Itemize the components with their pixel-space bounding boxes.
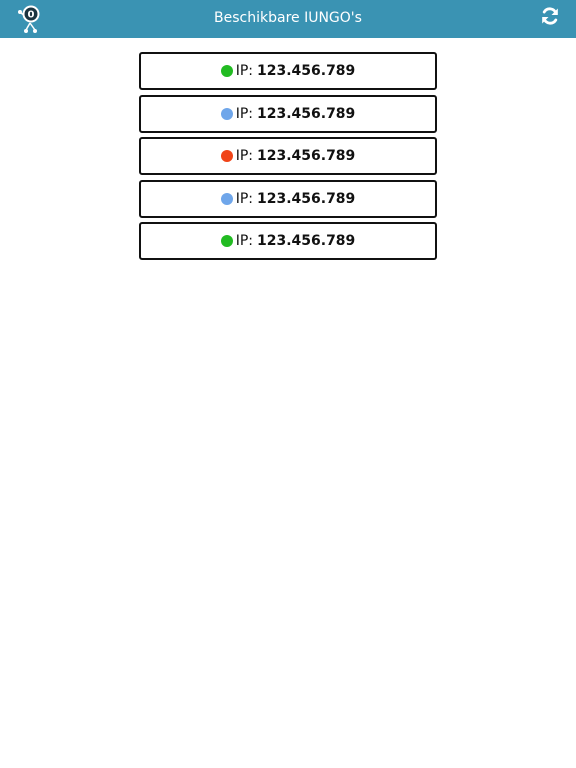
ip-value: 123.456.789 bbox=[256, 105, 356, 122]
status-dot-icon bbox=[221, 108, 233, 120]
ip-value: 123.456.789 bbox=[256, 190, 356, 207]
device-item[interactable] bbox=[139, 52, 437, 90]
status-dot-icon bbox=[221, 235, 233, 247]
ip-label: IP: bbox=[235, 63, 253, 79]
device-item[interactable] bbox=[139, 180, 437, 218]
device-list bbox=[139, 52, 437, 265]
refresh-icon[interactable] bbox=[540, 6, 560, 26]
status-dot-icon bbox=[221, 150, 233, 162]
ip-label: IP: bbox=[235, 190, 253, 207]
badge-count: 0 bbox=[27, 9, 35, 21]
ip-value: 123.456.789 bbox=[256, 148, 356, 165]
top-navbar bbox=[0, 0, 576, 38]
ip-label: IP: bbox=[235, 148, 253, 165]
ip-value: 123.456.789 bbox=[256, 233, 356, 250]
device-item[interactable] bbox=[139, 95, 437, 133]
ip-label: IP: bbox=[235, 233, 253, 250]
ip-value: 123.456.789 bbox=[256, 63, 356, 79]
status-dot-icon bbox=[221, 193, 233, 205]
status-dot-icon bbox=[221, 65, 233, 77]
device-item[interactable] bbox=[139, 222, 437, 260]
device-item[interactable] bbox=[139, 137, 437, 175]
page-title: Beschikbare IUNGO's bbox=[214, 10, 362, 26]
ip-label: IP: bbox=[235, 105, 253, 122]
